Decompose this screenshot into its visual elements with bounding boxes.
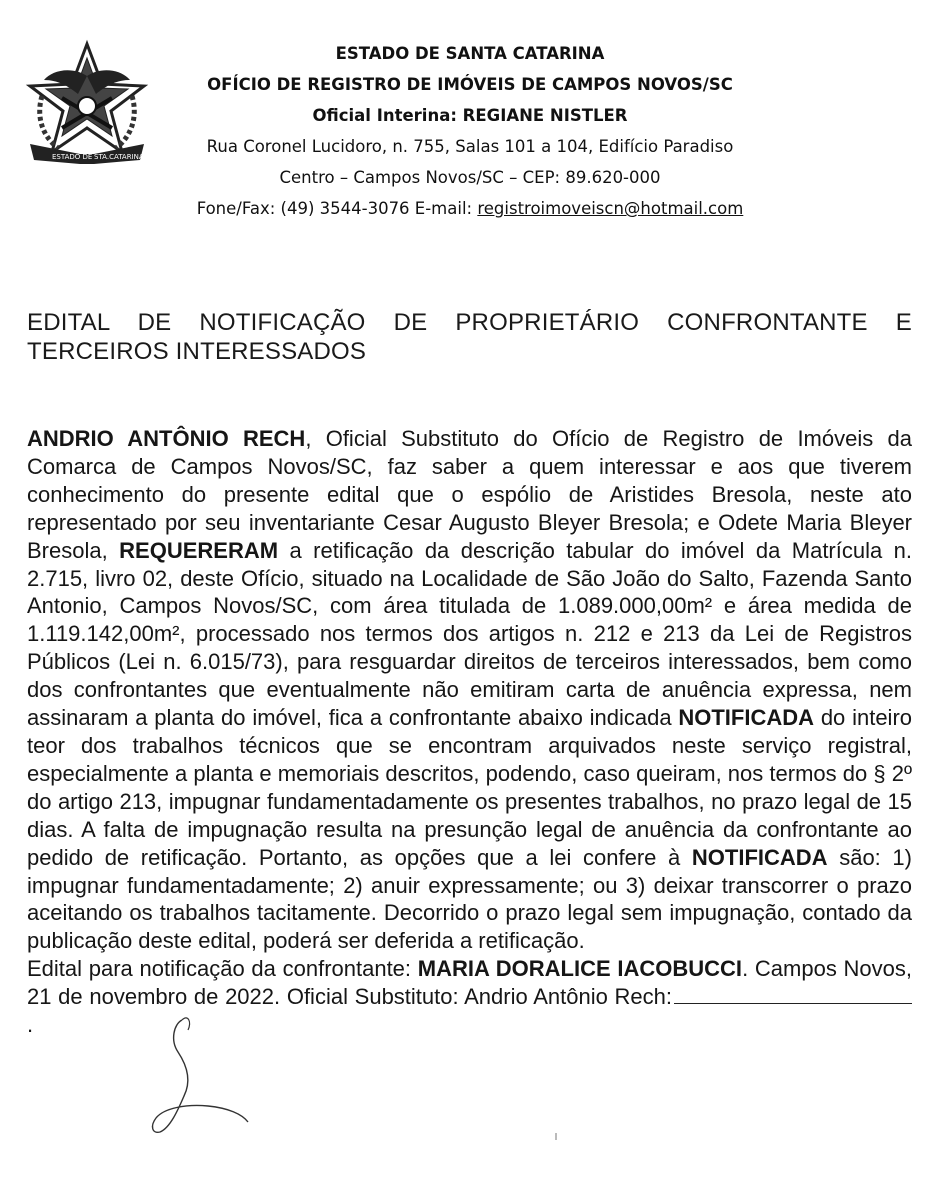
body-text: do inteiro teor dos trabalhos técnicos que se encontram arquivados neste serviço registral, especialmente a planta e memoriais descritos, podendo, caso queiram, nos termos do § 2º do artigo 213, impugnar fundamentadamente os presentes trabalhos, no prazo legal de 15 dias. A falta de impugnação resulta na presunção legal de anuência da confrontante ao pedido de retificação. Portanto, as opções que a lei confere à [27, 705, 913, 870]
closing-paragraph [27, 955, 912, 1039]
header-contact [150, 193, 790, 224]
body-paragraph [27, 425, 912, 955]
seal-text-right: STA.CATARINA [94, 153, 144, 161]
official-name: ANDRIO ANTÔNIO RECH [27, 426, 306, 451]
header-city: Centro – Campos Novos/SC – CEP: 89.620-000 [279, 168, 661, 187]
closing-text: . Campos Novos, 21 de novembro de 2022. Oficial Substituto: Andrio Antônio Rech: [27, 956, 913, 1010]
body-text: são: 1) impugnar fundamentadamente; 2) anuir expressamente; ou 3) deixar transcorrer o prazo aceitando os trabalhos tacitamente. Decorrido o prazo legal sem impugnação, contado da publicação deste edital, poderá ser deferida a retificação. [27, 844, 912, 954]
header-office: OFÍCIO DE REGISTRO DE IMÓVEIS DE CAMPOS NOVOS/SC [207, 75, 733, 94]
letterhead [150, 38, 790, 224]
closing-text: Edital para notificação da confrontante: [27, 956, 418, 982]
state-coat-of-arms-icon [22, 36, 152, 166]
requereram-text: REQUERERAM [119, 537, 279, 563]
signature-line [674, 985, 912, 1004]
confrontante-name: MARIA DORALICE IACOBUCCI [417, 956, 743, 982]
body-text: a retificação da descrição tabular do imóvel da Matrícula n. 2.715, livro 02, deste Ofício, situado na Localidade de São João do Salto, Fazenda Santo Antonio, Campos Novos/SC, com área titulada de 1.089.000,00m² e área medida de 1.119.142,00m², processado nos termos dos artigos n. 212 e 213 da Lei de Registros Públicos (Lei n. 6.015/73), para resguardar direitos de terceiros interessados, bem como dos confrontantes que eventualmente não emitiram carta de anuência expressa, nem assinaram a planta do imóvel, fica a confrontante abaixo indicada [27, 537, 912, 731]
closing-period: . [27, 1012, 34, 1038]
notificada-text: NOTIFICADA [691, 844, 828, 870]
body-text: , Oficial Substituto do Ofício de Registro de Imóveis da Comarca de Campos Novos/SC, faz saber a quem interessar e aos que tiverem conhecimento do presente edital que o espólio de Aristides Bresola, neste ato representado por seu inventariante Cesar Augusto Bleyer Bresola; e Odete Maria Bleyer Bresola, [27, 426, 912, 563]
document-body [27, 425, 912, 1039]
seal-text-left: ESTADO DE [52, 153, 93, 161]
document-title: EDITAL DE NOTIFICAÇÃO DE PROPRIETÁRIO CONFRONTANTE E TERCEIROS INTERESSADOS [27, 309, 912, 365]
email-link[interactable]: registroimoveiscn@hotmail.com [477, 199, 744, 218]
header-official: Oficial Interina: REGIANE NISTLER [312, 106, 628, 125]
header-state: ESTADO DE SANTA CATARINA [335, 44, 605, 63]
header-phone: Fone/Fax: (49) 3544-3076 E-mail: [196, 199, 478, 218]
header-address: Rua Coronel Lucidoro, n. 755, Salas 101 a 104, Edifício Paradiso [206, 137, 734, 156]
scan-speck [555, 1133, 557, 1140]
notificada-text: NOTIFICADA [678, 705, 815, 731]
